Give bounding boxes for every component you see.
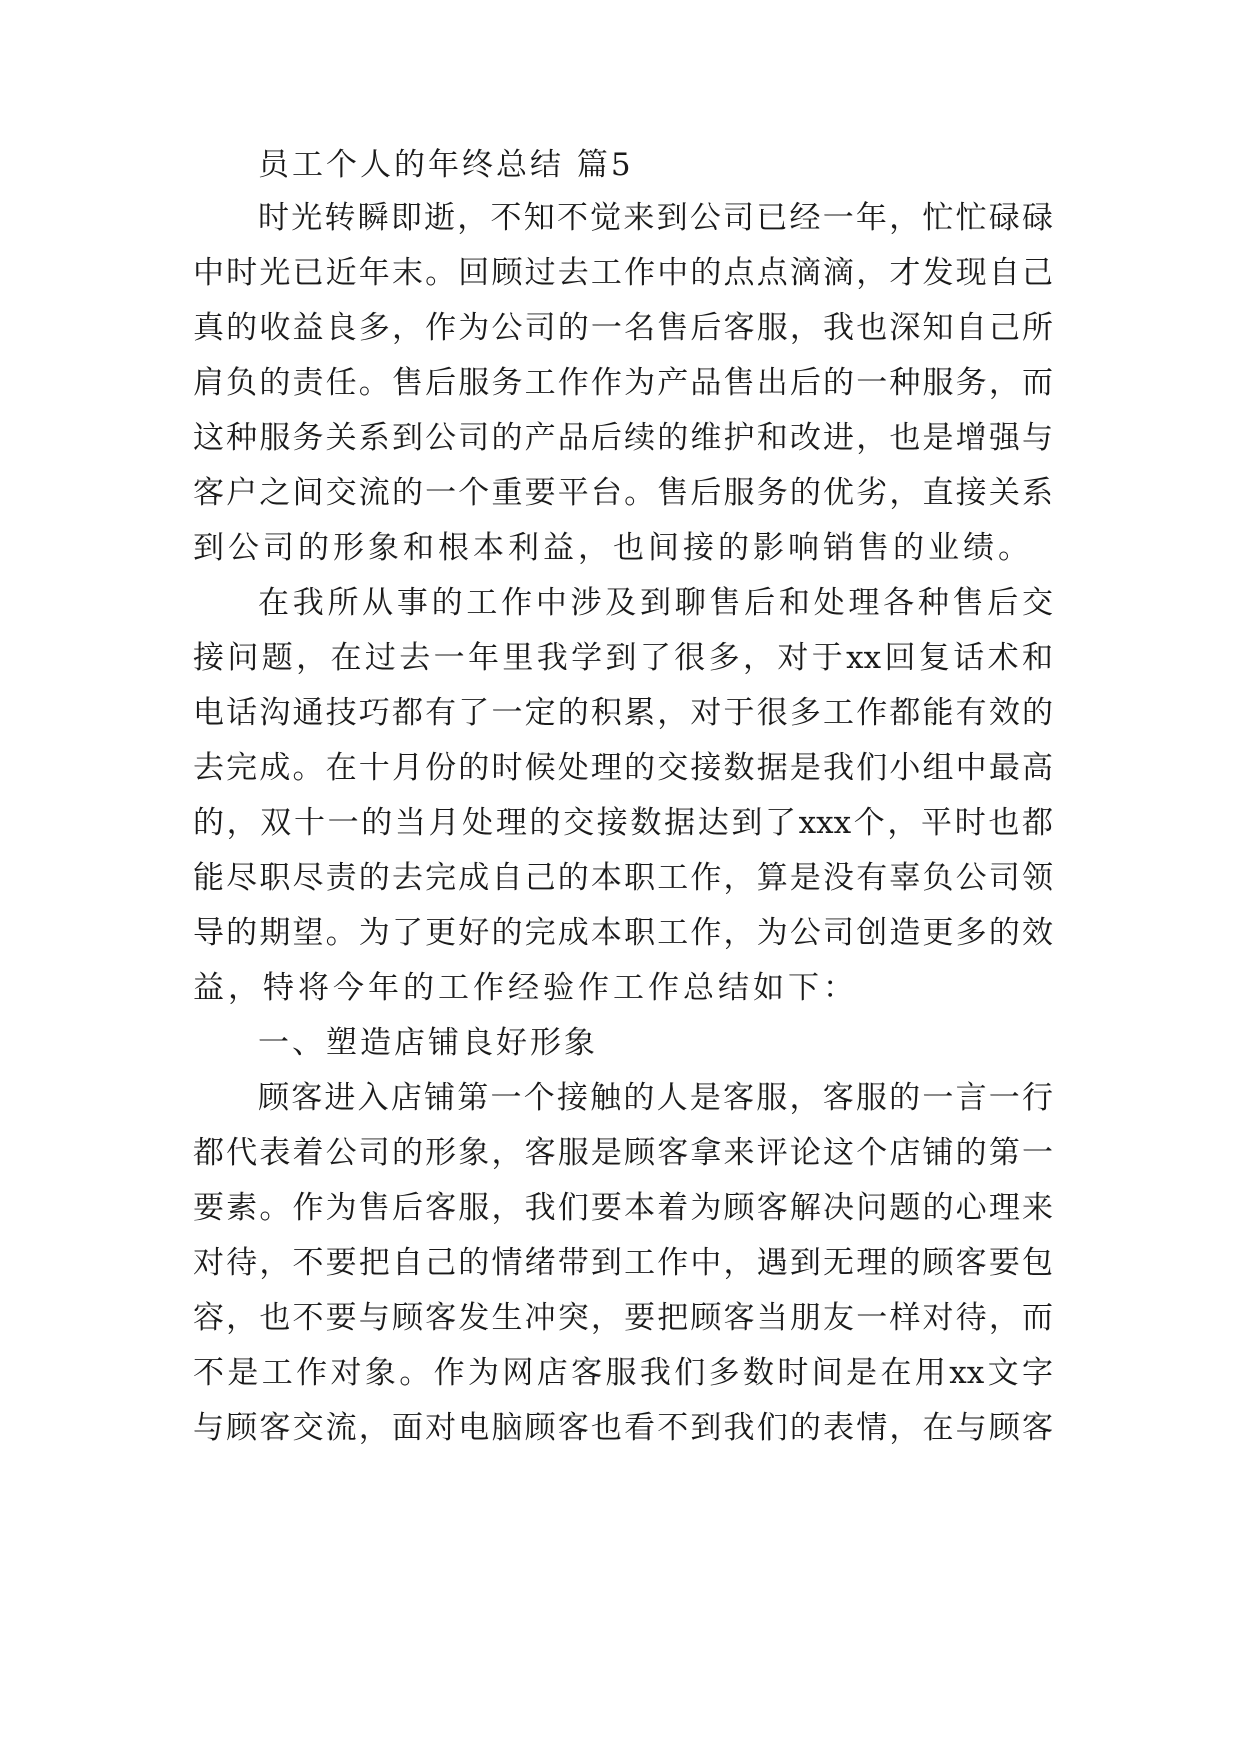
paragraph-line: 客户之间交流的一个重要平台。售后服务的优劣，直接关系 bbox=[193, 475, 1053, 511]
paragraph-line: 肩负的责任。售后服务工作作为产品售出后的一种服务，而 bbox=[193, 365, 1053, 401]
paragraph-line: 都代表着公司的形象，客服是顾客拿来评论这个店铺的第一 bbox=[193, 1135, 1053, 1171]
paragraph-line: 在我所从事的工作中涉及到聊售后和处理各种售后交 bbox=[258, 585, 1053, 621]
paragraph-line: 真的收益良多，作为公司的一名售后客服，我也深知自己所 bbox=[193, 310, 1053, 346]
paragraph-line: 导的期望。为了更好的完成本职工作，为公司创造更多的效 bbox=[193, 915, 1053, 951]
paragraph-line: 对待，不要把自己的情绪带到工作中，遇到无理的顾客要包 bbox=[193, 1245, 1053, 1281]
paragraph-line: 去完成。在十月份的时候处理的交接数据是我们小组中最高 bbox=[193, 750, 1053, 786]
paragraph-line: 要素。作为售后客服，我们要本着为顾客解决问题的心理来 bbox=[193, 1190, 1053, 1226]
paragraph-line: 这种服务关系到公司的产品后续的维护和改进，也是增强与 bbox=[193, 420, 1053, 456]
section-title: 员工个人的年终总结 篇5 bbox=[258, 147, 634, 183]
paragraph-line: 与顾客交流，面对电脑顾客也看不到我们的表情，在与顾客 bbox=[193, 1410, 1053, 1446]
paragraph-line: 能尽职尽责的去完成自己的本职工作，算是没有辜负公司领 bbox=[193, 860, 1053, 896]
subsection-heading: 一、塑造店铺良好形象 bbox=[258, 1025, 598, 1061]
paragraph-line: 益，特将今年的工作经验作工作总结如下： bbox=[193, 970, 858, 1006]
paragraph-line: 电话沟通技巧都有了一定的积累，对于很多工作都能有效的 bbox=[193, 695, 1053, 731]
paragraph-line: 容，也不要与顾客发生冲突，要把顾客当朋友一样对待，而 bbox=[193, 1300, 1053, 1336]
paragraph-line: 不是工作对象。作为网店客服我们多数时间是在用xx文字 bbox=[193, 1355, 1053, 1391]
paragraph-line: 到公司的形象和根本利益，也间接的影响销售的业绩。 bbox=[193, 530, 1033, 566]
paragraph-line: 接问题，在过去一年里我学到了很多，对于xx回复话术和 bbox=[193, 640, 1053, 676]
paragraph-line: 中时光已近年末。回顾过去工作中的点点滴滴，才发现自己 bbox=[193, 255, 1053, 291]
paragraph-line: 时光转瞬即逝，不知不觉来到公司已经一年，忙忙碌碌 bbox=[258, 200, 1053, 236]
paragraph-line: 的，双十一的当月处理的交接数据达到了xxx个，平时也都 bbox=[193, 805, 1053, 841]
paragraph-line: 顾客进入店铺第一个接触的人是客服，客服的一言一行 bbox=[258, 1080, 1053, 1116]
